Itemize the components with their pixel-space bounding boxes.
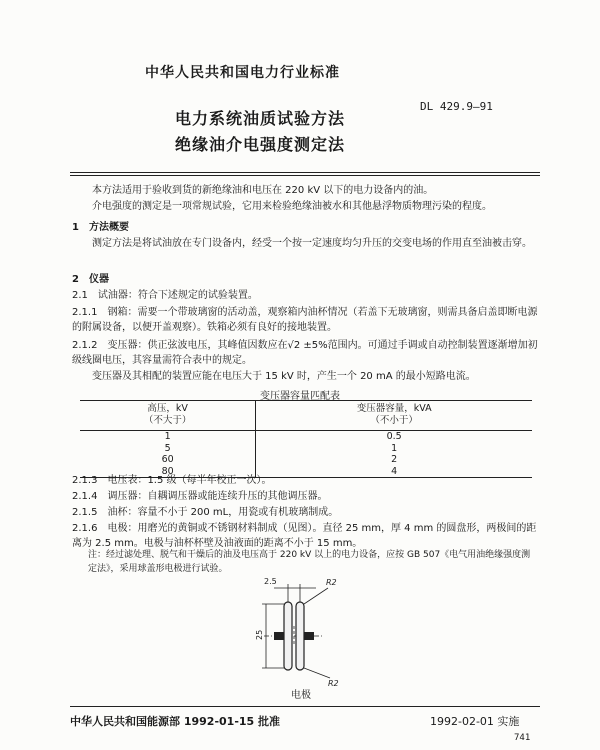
section-1-body: 测定方法是将试油放在专门设备内，经受一个按一定速度均匀升压的交变电场的作用直至油被击穿。 xyxy=(92,238,532,249)
figure-caption: 电极 xyxy=(291,690,311,701)
header-rule-top xyxy=(70,172,540,173)
cell-kva: 2 xyxy=(256,454,532,466)
peak-factor-math: √2 ±5% xyxy=(287,340,328,351)
radius-leader-bottom xyxy=(304,668,330,678)
table-title: 变压器容量匹配表 xyxy=(260,391,340,402)
electrode-disc-left xyxy=(284,602,292,670)
transformer-capacity-table xyxy=(80,400,532,478)
header-voltage-label: 高压，kV xyxy=(147,403,188,414)
section-2-heading: 2 仪器 xyxy=(72,274,109,285)
gap-dimension-label: 2.5 xyxy=(264,577,277,586)
clause-2-1-4: 2.1.4 调压器：自耦调压器或能连续升压的其他调压器。 xyxy=(72,491,328,502)
electrode-stem-right xyxy=(304,632,314,640)
approval-line: 中华人民共和国能源部 1992-01-15 批准 xyxy=(70,715,281,728)
table-row xyxy=(80,443,532,455)
header-rule-bottom xyxy=(70,175,540,176)
clause-2-1-2 xyxy=(72,338,538,368)
cell-kv: 60 xyxy=(161,454,174,465)
cell-kv: 80 xyxy=(161,465,174,477)
cell-kva: 4 xyxy=(256,466,532,478)
transformer-requirement: 变压器及其相配的装置应能在电压大于 15 kV 时，产生一个 20 mA 的最小短路电流。 xyxy=(92,371,476,382)
header-capacity xyxy=(256,401,532,431)
radius-label-bottom: R2 xyxy=(328,679,339,686)
document-title-line2: 绝缘油介电强度测定法 xyxy=(175,135,346,154)
header-voltage-qualifier: （不大于） xyxy=(143,415,192,426)
table-row xyxy=(80,431,532,443)
cell-kv: 1 xyxy=(164,431,171,442)
page-number: 741 xyxy=(514,733,531,743)
radius-label-top: R2 xyxy=(326,578,337,587)
document-title-line1: 电力系统油质试验方法 xyxy=(175,109,346,128)
cell-kva: 1 xyxy=(256,443,532,455)
radius-leader-top xyxy=(304,588,328,604)
electrode-drawing xyxy=(240,574,370,686)
clause-2-1-3: 2.1.3 电压表：1.5 级（每半年校正一次）。 xyxy=(72,475,272,486)
clause-2-1: 2.1 试油器：符合下述规定的试验装置。 xyxy=(72,290,258,301)
section-1-heading: 1 方法概要 xyxy=(72,222,129,233)
clause-2-1-5: 2.1.5 油杯：容量不小于 200 mL，用瓷或有机玻璃制成。 xyxy=(72,507,339,518)
table-row xyxy=(80,454,532,466)
clause-2-1-6: 2.1.6 电极：用磨光的黄铜或不锈钢材料制成（见图）。直径 25 mm，厚 4 mm 的圆盘形，两极间的距离为 2.5 mm。电极与油杯杯壁及油液面的距离不小于 15 mm。 xyxy=(72,523,537,549)
intro-scope: 本方法适用于验收到货的新绝缘油和电压在 220 kV 以下的电力设备内的油。 xyxy=(92,185,434,196)
clause-2-1-1: 2.1.1 钢箱：需要一个带玻璃窗的活动盖，观察箱内油杯情况（若盖下无玻璃窗，则需具备启盖即断电源的附属设备，以便开盖观察）。铁箱必须有良好的接地装置。 xyxy=(72,307,538,333)
electrode-disc-right xyxy=(296,602,304,670)
intro-purpose: 介电强度的测定是一项常规试验，它用来检验绝缘油被水和其他悬浮物质物理污染的程度。 xyxy=(92,201,492,212)
header-capacity-qualifier: （不小于） xyxy=(370,415,418,426)
header-voltage xyxy=(80,401,256,431)
footer-rule xyxy=(70,706,540,707)
note: 注：经过滤处理、脱气和干燥后的油及电压高于 220 kV 以上的电力设备，应按 GB 507《电气用油绝缘强度测定法》，采用球盖形电极进行试验。 xyxy=(88,550,531,574)
height-dimension-label: 25 xyxy=(255,629,264,640)
cell-kva: 0.5 xyxy=(256,431,532,443)
clause-2-1-2-post: 范围内。可通过手调或自动控制装置逐渐增加初级线圈电压，其容量需符合表中的规定。 xyxy=(72,340,538,366)
header-capacity-label: 变压器容量，kVA xyxy=(356,403,432,414)
electrode-stem-left xyxy=(274,632,284,640)
implementation-date: 1992-02-01 实施 xyxy=(430,715,520,728)
issuing-authority: 中华人民共和国电力行业标准 xyxy=(145,65,340,81)
table-header-row xyxy=(80,401,532,431)
cell-kv: 5 xyxy=(164,442,171,454)
standard-code: DL 429.9—91 xyxy=(420,100,493,113)
clause-2-1-2-pre: 2.1.2 变压器：供正弦波电压，其峰值因数应在 xyxy=(72,340,288,351)
